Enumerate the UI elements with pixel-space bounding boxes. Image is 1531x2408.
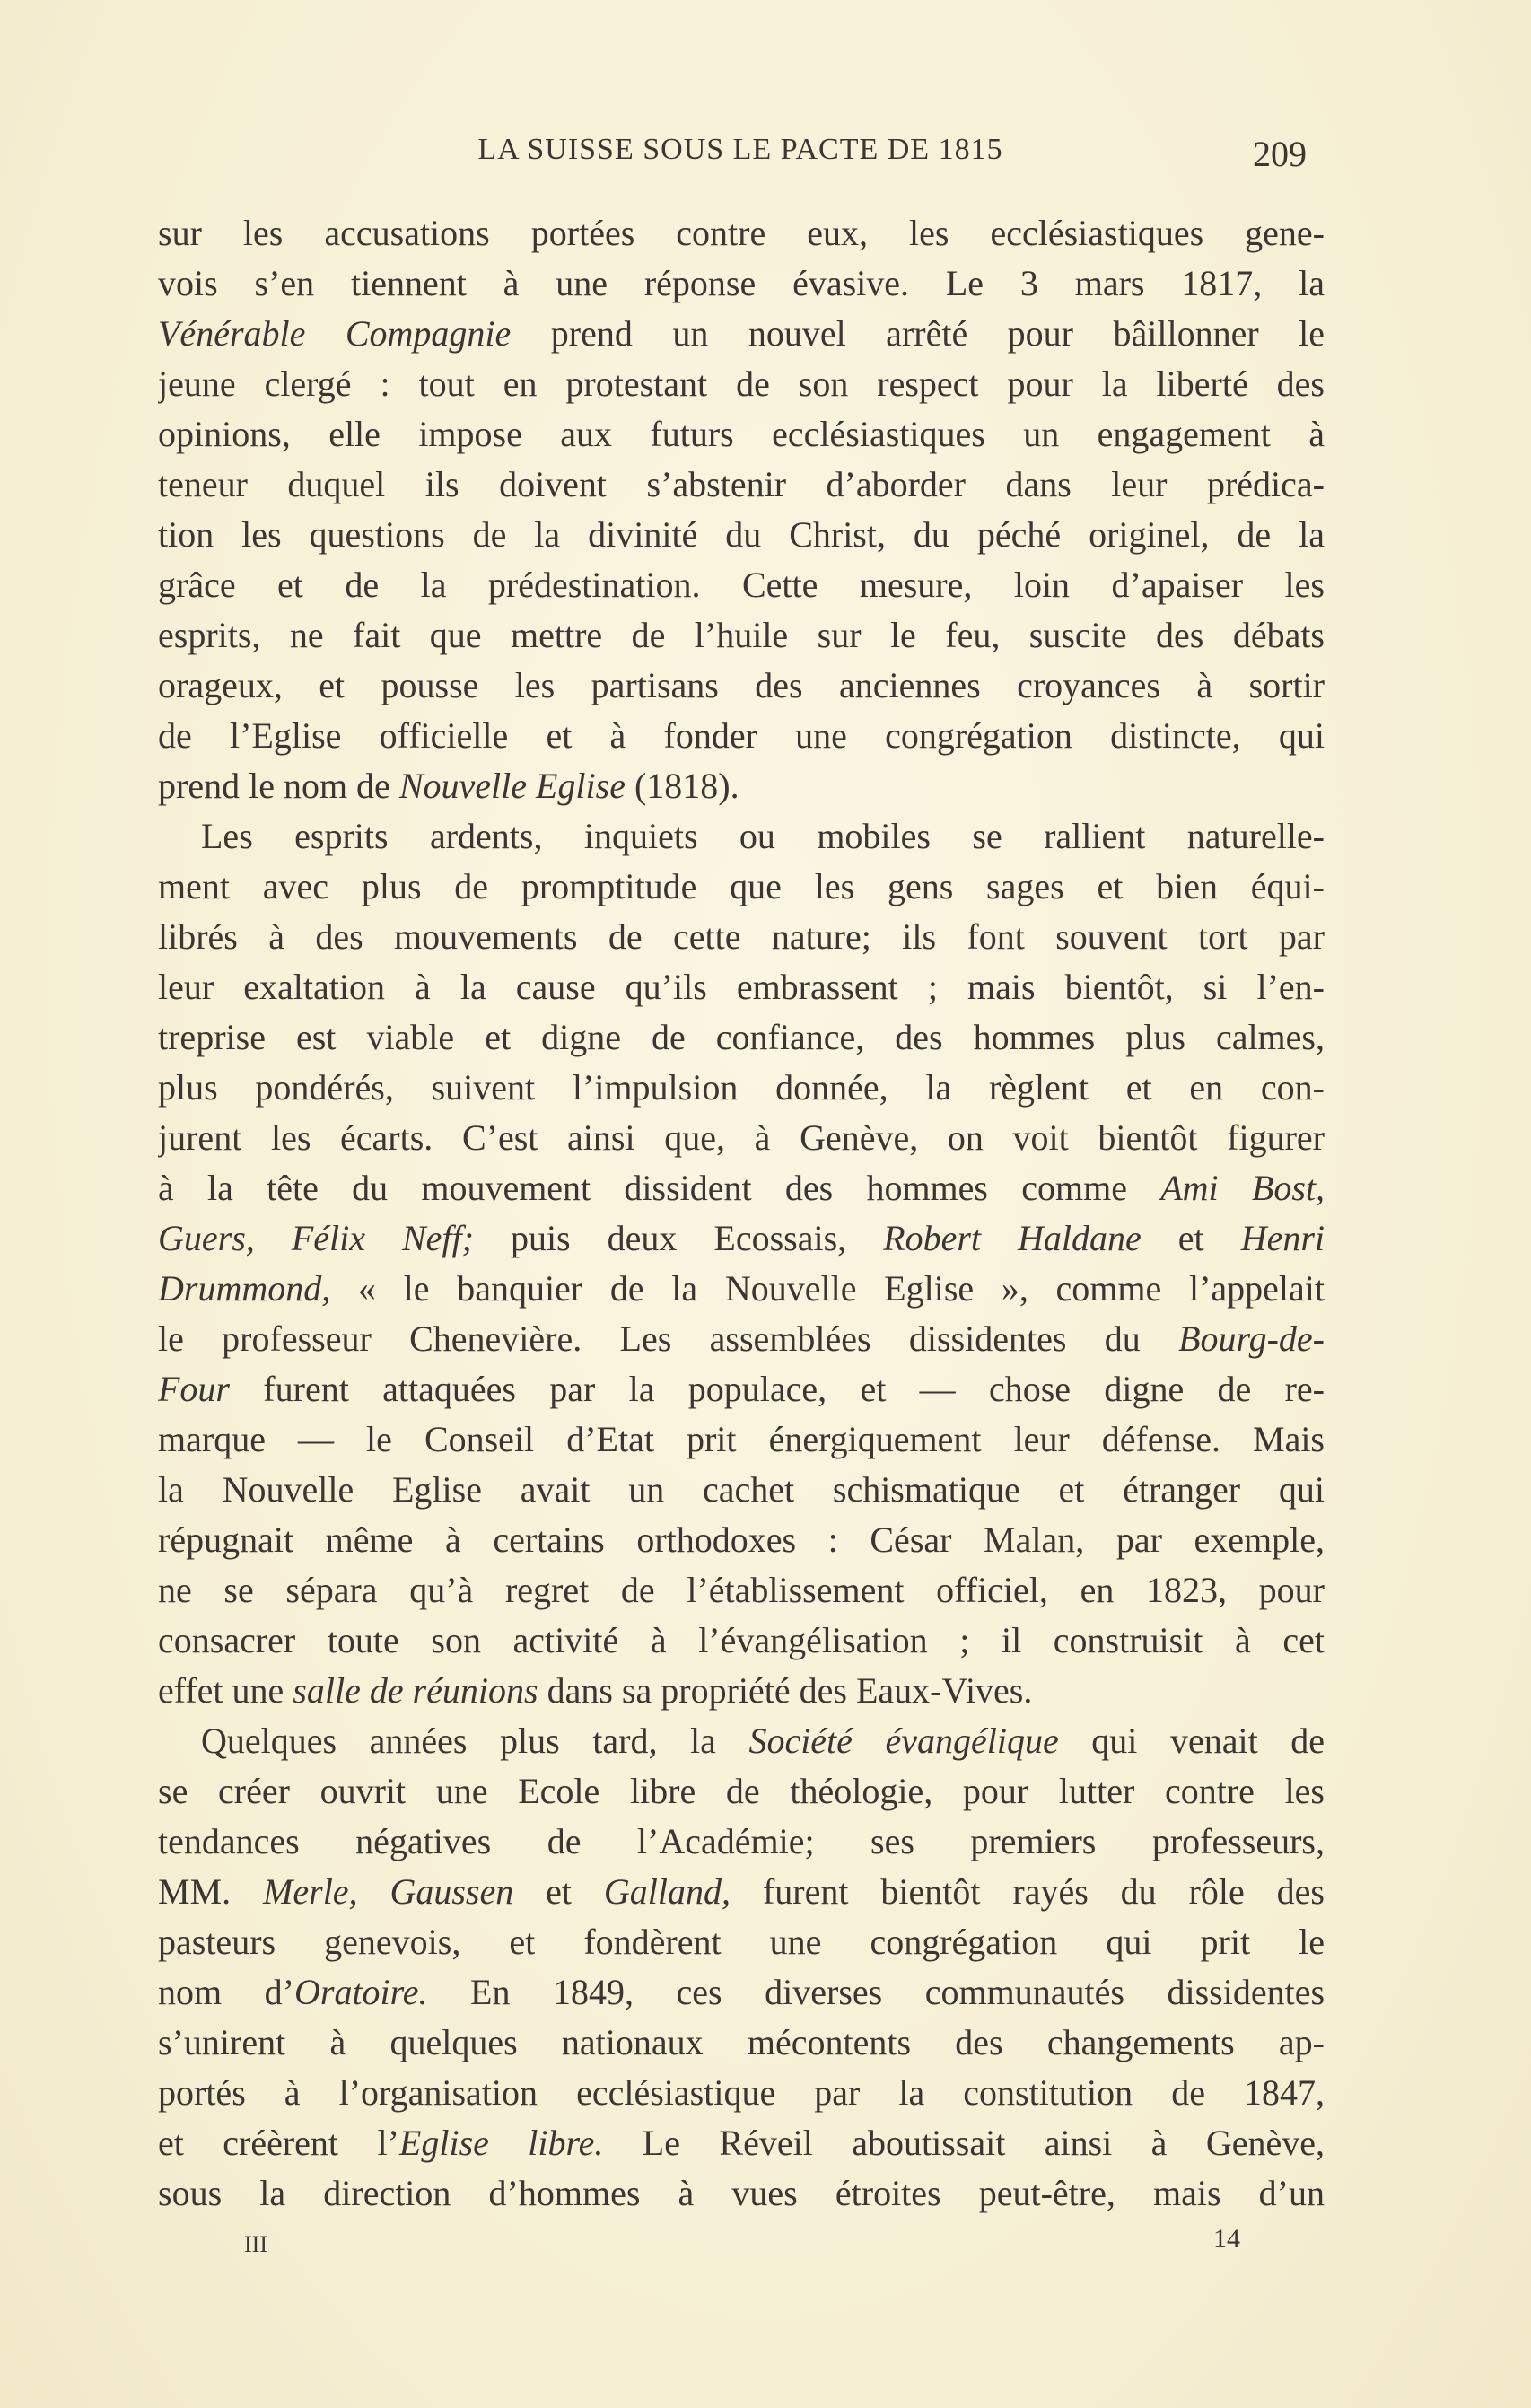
page-number: 209: [1253, 134, 1307, 174]
text-segment: En 1849, ces diverses communautés dissidentes: [427, 1972, 1325, 2012]
text-line: [158, 1616, 1325, 1666]
text-segment: Le Réveil aboutissait ainsi à Genève,: [603, 2123, 1325, 2163]
text-segment: la Nouvelle Eglise avait un cachet schismatique et étranger qui: [158, 1469, 1325, 1510]
text-line: [158, 711, 1325, 761]
text-segment: plus pondérés, suivent l’impulsion donnée, la règlent et en con-: [158, 1067, 1325, 1108]
text-line: [158, 1817, 1325, 1867]
italic-text: Eglise libre.: [398, 2123, 604, 2163]
text-line: [158, 1163, 1325, 1213]
italic-text: Société évangélique: [748, 1721, 1059, 1761]
text-line: [158, 409, 1325, 460]
text-line: [158, 761, 1325, 811]
text-segment: et: [1141, 1218, 1241, 1258]
italic-text: Ami Bost,: [1160, 1168, 1325, 1208]
text-segment: se créer ouvrit une Ecole libre de théologie, pour lutter contre les: [158, 1771, 1325, 1811]
text-segment: portés à l’organisation ecclésiastique par la constitution de 1847,: [158, 2072, 1325, 2113]
text-line: [158, 661, 1325, 711]
italic-text: Oratoire.: [293, 1972, 428, 2012]
text-segment: grâce et de la prédestination. Cette mesure, loin d’apaiser les: [158, 565, 1325, 605]
text-line: [158, 1867, 1325, 1917]
text-line: [158, 1766, 1325, 1817]
text-line: [158, 912, 1325, 962]
text-line: [158, 1515, 1325, 1565]
text-segment: Quelques années plus tard, la: [201, 1721, 749, 1761]
text-segment: leur exaltation à la cause qu’ils embrassent ; mais bientôt, si l’en-: [158, 967, 1325, 1007]
text-line: [158, 1666, 1325, 1716]
text-segment: vois s’en tiennent à une réponse évasive. Le 3 mars 1817, la: [158, 263, 1325, 303]
text-segment: dans sa propriété des Eaux-Vives.: [538, 1670, 1033, 1711]
text-segment: tendances négatives de l’Académie; ses premiers professeurs,: [158, 1821, 1325, 1861]
text-segment: puis deux Ecossais,: [473, 1218, 884, 1258]
text-line: [158, 1967, 1325, 2018]
text-segment: sur les accusations portées contre eux, les ecclésiastiques gene-: [158, 213, 1325, 253]
text-line: [158, 1565, 1325, 1616]
text-segment: librés à des mouvements de cette nature; ils font souvent tort par: [158, 916, 1325, 957]
text-segment: pasteurs genevois, et fondèrent une congrégation qui prit le: [158, 1922, 1325, 1962]
text-line: [158, 1414, 1325, 1465]
text-segment: tion les questions de la divinité du Christ, du péché originel, de la: [158, 514, 1325, 555]
text-line: [158, 460, 1325, 510]
text-line: [158, 2118, 1325, 2168]
italic-text: Vénérable Compagnie: [158, 313, 512, 354]
text-segment: le professeur Chenevière. Les assemblées dissidentes du: [158, 1318, 1179, 1359]
text-segment: esprits, ne fait que mettre de l’huile sur le feu, suscite des débats: [158, 615, 1325, 655]
text-segment: consacrer toute son activité à l’évangélisation ; il construisit à cet: [158, 1620, 1325, 1660]
running-head-title: LA SUISSE SOUS LE PACTE DE 1815: [477, 133, 1003, 166]
italic-text: Nouvelle Eglise: [398, 766, 626, 806]
italic-text: Drummond,: [158, 1268, 331, 1309]
text-segment: jeune clergé : tout en protestant de son respect pour la liberté des: [158, 363, 1325, 404]
text-segment: furent attaquées par la populace, et — chose digne de re-: [230, 1369, 1325, 1409]
italic-text: salle de réunions: [293, 1670, 538, 1711]
italic-text: Four: [158, 1369, 230, 1409]
text-line: [158, 1213, 1325, 1264]
text-segment: marque — le Conseil d’Etat prit énergiquement leur défense. Mais: [158, 1419, 1325, 1459]
italic-text: Robert Haldane: [883, 1218, 1142, 1258]
text-segment: treprise est viable et digne de confiance, des hommes plus calmes,: [158, 1017, 1325, 1057]
text-segment: Les esprits ardents, inquiets ou mobiles se rallient naturelle-: [201, 816, 1325, 856]
text-line: [158, 258, 1325, 309]
text-line: [158, 962, 1325, 1012]
text-segment: à la tête du mouvement dissident des hommes comme: [158, 1168, 1161, 1208]
text-line: [158, 309, 1325, 359]
text-line: [158, 1113, 1325, 1163]
text-segment: s’unirent à quelques nationaux mécontents des changements ap-: [158, 2022, 1325, 2062]
text-segment: MM.: [158, 1871, 264, 1912]
text-line: [158, 811, 1325, 862]
text-segment: furent bientôt rayés du rôle des: [731, 1871, 1325, 1912]
text-line: [158, 1716, 1325, 1766]
text-segment: et créèrent l’: [158, 2123, 399, 2163]
sheet-number: 14: [1213, 2224, 1240, 2254]
text-line: [158, 1264, 1325, 1314]
text-segment: sous la direction d’hommes à vues étroites peut-être, mais d’un: [158, 2173, 1325, 2213]
italic-text: Bourg-de-: [1178, 1318, 1325, 1359]
text-segment: (1818).: [625, 766, 739, 806]
italic-text: Merle, Gaussen: [263, 1871, 514, 1912]
text-segment: « le banquier de la Nouvelle Eglise », comme l’appelait: [330, 1268, 1325, 1309]
text-segment: prend le nom de: [158, 766, 399, 806]
text-segment: orageux, et pousse les partisans des anciennes croyances à sortir: [158, 665, 1325, 705]
text-line: [158, 510, 1325, 560]
italic-text: Henri: [1240, 1218, 1325, 1258]
text-line: [158, 1917, 1325, 1967]
text-segment: qui venait de: [1058, 1721, 1325, 1761]
text-segment: teneur duquel ils doivent s’abstenir d’aborder dans leur prédica-: [158, 464, 1325, 504]
text-line: [158, 560, 1325, 610]
text-line: [158, 2168, 1325, 2219]
text-segment: ment avec plus de promptitude que les gens sages et bien équi-: [158, 866, 1325, 906]
italic-text: Galland,: [603, 1871, 731, 1912]
italic-text: Guers, Félix Neff;: [158, 1218, 474, 1258]
text-line: [158, 2068, 1325, 2118]
text-segment: effet une: [158, 1670, 293, 1711]
text-line: [158, 610, 1325, 661]
signature-mark: III: [244, 2231, 267, 2257]
text-segment: nom d’: [158, 1972, 294, 2012]
running-head: [0, 133, 1531, 178]
text-line: [158, 1012, 1325, 1063]
text-line: [158, 1063, 1325, 1113]
text-line: [158, 1364, 1325, 1414]
text-segment: de l’Eglise officielle et à fonder une congrégation distincte, qui: [158, 715, 1325, 756]
text-line: [158, 862, 1325, 912]
text-line: [158, 1465, 1325, 1515]
text-line: [158, 1314, 1325, 1364]
text-segment: opinions, elle impose aux futurs ecclésiastiques un engagement à: [158, 414, 1325, 454]
body-text: [158, 208, 1325, 2219]
text-segment: répugnait même à certains orthodoxes : César Malan, par exemple,: [158, 1519, 1325, 1560]
text-line: [158, 359, 1325, 409]
text-segment: jurent les écarts. C’est ainsi que, à Genève, on voit bientôt figurer: [158, 1117, 1325, 1158]
text-segment: prend un nouvel arrêté pour bâillonner le: [511, 313, 1325, 354]
text-line: [158, 2018, 1325, 2068]
text-line: [158, 208, 1325, 258]
text-segment: ne se sépara qu’à regret de l’établissement officiel, en 1823, pour: [158, 1570, 1325, 1610]
text-segment: et: [513, 1871, 604, 1912]
